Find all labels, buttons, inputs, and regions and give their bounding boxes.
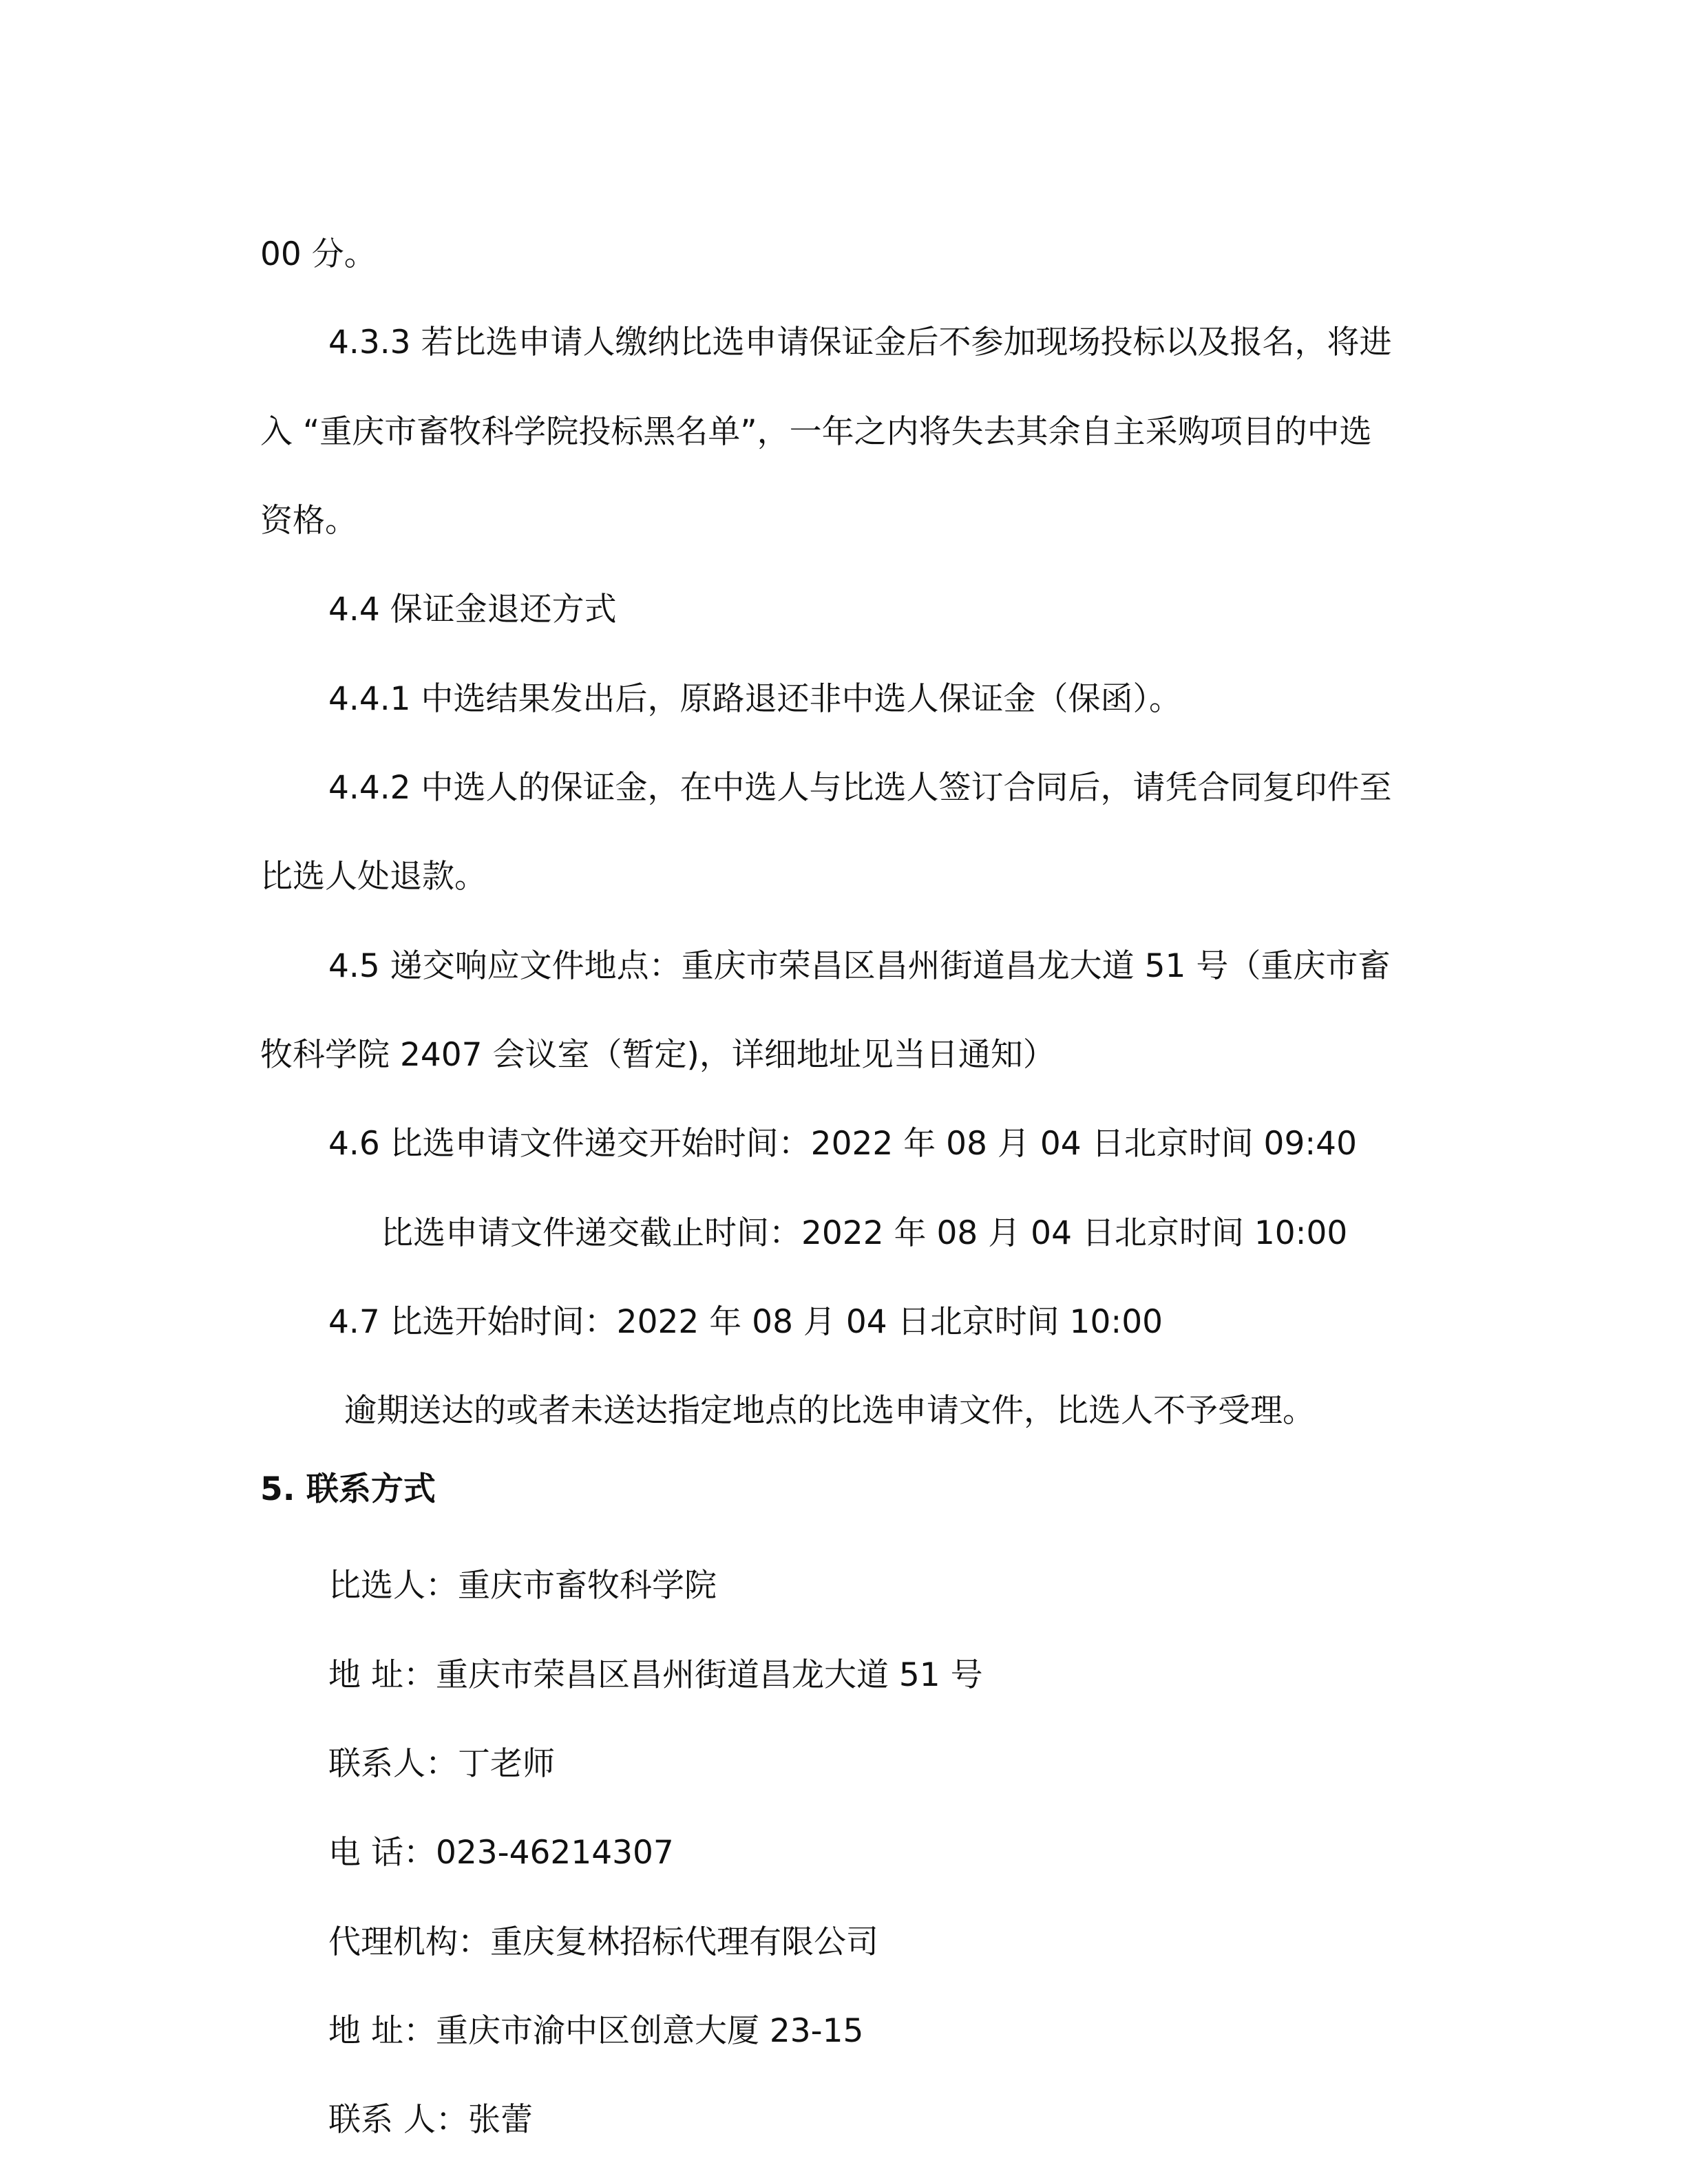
section-heading-contact: 5. 联系方式 — [260, 1470, 436, 1508]
contact-agency: 代理机构：重庆复林招标代理有限公司 — [328, 1923, 878, 1961]
contact-agency-person: 联系 人：张蕾 — [328, 2101, 533, 2139]
contact-bidder: 比选人：重庆市畜牧科学院 — [328, 1567, 717, 1605]
paragraph-4-5-line2: 牧科学院 2407 会议室（暂定)，详细地址见当日通知） — [260, 1036, 1055, 1074]
paragraph-4-4-1: 4.4.1 中选结果发出后，原路退还非中选人保证金（保函）。 — [328, 680, 1182, 718]
contact-phone: 电 话：023-46214307 — [328, 1834, 674, 1872]
paragraph-4-4-2-line2: 比选人处退款。 — [260, 858, 487, 896]
paragraph-4-3-3: 4.3.3 若比选申请人缴纳比选申请保证金后不参加现场投标以及报名，将进 — [328, 324, 1392, 361]
paragraph-4-4-2: 4.4.2 中选人的保证金，在中选人与比选人签订合同后，请凭合同复印件至 — [328, 769, 1392, 807]
contact-bidder-address: 地 址：重庆市荣昌区昌州街道昌龙大道 51 号 — [328, 1656, 983, 1694]
paragraph-4-3-3-line2: 入 “重庆市畜牧科学院投标黑名单”，一年之内将失去其余自主采购项目的中选 — [260, 413, 1372, 451]
paragraph-4-5: 4.5 递交响应文件地点：重庆市荣昌区昌州街道昌龙大道 51 号（重庆市畜 — [328, 947, 1391, 985]
contact-agency-address: 地 址：重庆市渝中区创意大厦 23-15 — [328, 2012, 864, 2050]
paragraph-4-4: 4.4 保证金退还方式 — [328, 591, 617, 628]
paragraph-late-notice: 逾期送达的或者未送达指定地点的比选申请文件，比选人不予受理。 — [344, 1392, 1315, 1430]
paragraph-4-7: 4.7 比选开始时间：2022 年 08 月 04 日北京时间 10:00 — [328, 1303, 1163, 1341]
paragraph-continuation: 00 分。 — [260, 235, 377, 273]
paragraph-4-3-3-line3: 资格。 — [260, 502, 357, 540]
paragraph-4-6-deadline: 比选申请文件递交截止时间：2022 年 08 月 04 日北京时间 10:00 — [381, 1214, 1348, 1252]
paragraph-4-6: 4.6 比选申请文件递交开始时间：2022 年 08 月 04 日北京时间 09:40 — [328, 1125, 1357, 1163]
contact-person: 联系人：丁老师 — [328, 1745, 555, 1783]
